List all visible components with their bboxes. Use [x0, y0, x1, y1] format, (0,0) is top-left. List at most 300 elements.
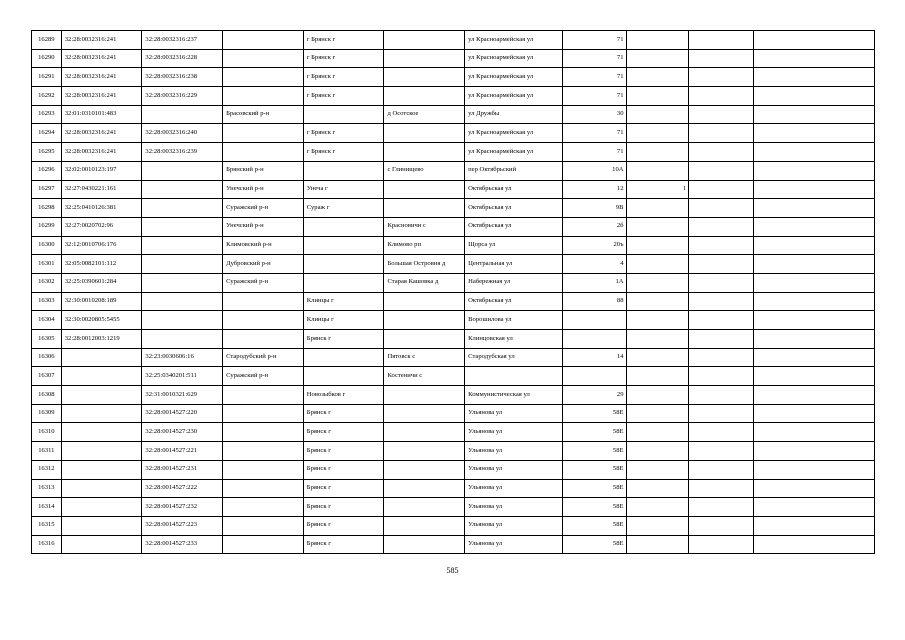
cell-settlement: Красновичи с	[384, 217, 465, 236]
cell-record-number: 16314	[32, 498, 62, 517]
cell-cadastral-number-2	[142, 255, 223, 274]
cell-extra-2	[753, 460, 874, 479]
cell-street: ул Дружбы	[465, 105, 563, 124]
cell-extra-1	[689, 68, 754, 87]
cell-cadastral-number	[61, 516, 142, 535]
cell-city	[303, 236, 384, 255]
table-row	[32, 479, 875, 498]
cell-city: г Брянск г	[303, 68, 384, 87]
cell-street: Октябрьская ул	[465, 180, 563, 199]
cell-record-number: 16291	[32, 68, 62, 87]
cell-building-number	[626, 87, 689, 106]
cell-extra-2	[753, 199, 874, 218]
table-row	[32, 236, 875, 255]
cell-settlement	[384, 442, 465, 461]
registry-table	[31, 30, 875, 554]
cell-cadastral-number-2: 32:28:0014527:220	[142, 404, 223, 423]
cell-district: Стародубский р-н	[223, 348, 304, 367]
cell-cadastral-number: 32:28:0032316:241	[61, 68, 142, 87]
cell-house-number: 58Е	[562, 442, 626, 461]
cell-extra-2	[753, 535, 874, 554]
table-row	[32, 180, 875, 199]
cell-extra-1	[689, 217, 754, 236]
cell-extra-1	[689, 273, 754, 292]
cell-cadastral-number-2	[142, 105, 223, 124]
cell-city: Брянск г	[303, 535, 384, 554]
cell-cadastral-number-2	[142, 161, 223, 180]
cell-record-number: 16308	[32, 386, 62, 405]
cell-city: Брянск г	[303, 423, 384, 442]
cell-cadastral-number-2	[142, 236, 223, 255]
cell-house-number: 2б	[562, 217, 626, 236]
cell-building-number	[626, 348, 689, 367]
cell-settlement	[384, 68, 465, 87]
cell-settlement	[384, 330, 465, 349]
cell-city: г Брянск г	[303, 49, 384, 68]
cell-extra-2	[753, 143, 874, 162]
cell-street: ул Красноармейская ул	[465, 49, 563, 68]
cell-building-number	[626, 217, 689, 236]
cell-cadastral-number-2	[142, 273, 223, 292]
cell-city: Брянск г	[303, 442, 384, 461]
cell-record-number: 16315	[32, 516, 62, 535]
cell-extra-2	[753, 217, 874, 236]
cell-house-number: 58Е	[562, 516, 626, 535]
cell-house-number: 12	[562, 180, 626, 199]
cell-extra-1	[689, 404, 754, 423]
cell-cadastral-number	[61, 404, 142, 423]
cell-record-number: 16292	[32, 87, 62, 106]
cell-cadastral-number	[61, 535, 142, 554]
table-row	[32, 217, 875, 236]
cell-district	[223, 516, 304, 535]
cell-street: пер Октябрьский	[465, 161, 563, 180]
cell-building-number	[626, 124, 689, 143]
cell-house-number: 58Е	[562, 479, 626, 498]
cell-house-number: 14	[562, 348, 626, 367]
cell-extra-1	[689, 442, 754, 461]
cell-building-number	[626, 105, 689, 124]
table-row	[32, 330, 875, 349]
cell-street: Ульянова ул	[465, 404, 563, 423]
cell-cadastral-number: 32:28:0032316:241	[61, 124, 142, 143]
cell-settlement: Пятовск с	[384, 348, 465, 367]
cell-house-number: 71	[562, 124, 626, 143]
cell-extra-2	[753, 87, 874, 106]
cell-district: Дубровский р-н	[223, 255, 304, 274]
cell-extra-2	[753, 386, 874, 405]
cell-building-number	[626, 199, 689, 218]
cell-extra-1	[689, 255, 754, 274]
cell-extra-2	[753, 68, 874, 87]
cell-building-number	[626, 479, 689, 498]
cell-settlement	[384, 124, 465, 143]
cell-building-number	[626, 49, 689, 68]
cell-cadastral-number-2: 32:28:0014527:230	[142, 423, 223, 442]
cell-house-number: 30	[562, 105, 626, 124]
cell-house-number: 10А	[562, 161, 626, 180]
cell-street: Октябрьская ул	[465, 292, 563, 311]
cell-cadastral-number-2	[142, 311, 223, 330]
cell-street: ул Красноармейская ул	[465, 68, 563, 87]
cell-city: г Брянск г	[303, 31, 384, 50]
cell-extra-2	[753, 255, 874, 274]
cell-building-number	[626, 460, 689, 479]
cell-district	[223, 404, 304, 423]
cell-street: Ульянова ул	[465, 442, 563, 461]
cell-extra-1	[689, 348, 754, 367]
cell-settlement: Климово рп	[384, 236, 465, 255]
cell-cadastral-number: 32:28:0032316:241	[61, 143, 142, 162]
cell-settlement	[384, 404, 465, 423]
cell-extra-1	[689, 460, 754, 479]
cell-cadastral-number	[61, 423, 142, 442]
cell-city: Брянск г	[303, 479, 384, 498]
cell-cadastral-number-2: 32:28:0032316:237	[142, 31, 223, 50]
cell-city	[303, 348, 384, 367]
cell-extra-1	[689, 105, 754, 124]
cell-extra-1	[689, 498, 754, 517]
cell-record-number: 16289	[32, 31, 62, 50]
cell-city: Новозыбков г	[303, 386, 384, 405]
cell-district	[223, 311, 304, 330]
cell-city: г Брянск г	[303, 143, 384, 162]
cell-city: Клинцы г	[303, 311, 384, 330]
cell-building-number	[626, 236, 689, 255]
cell-city: Брянск г	[303, 330, 384, 349]
cell-record-number: 16294	[32, 124, 62, 143]
cell-record-number: 16313	[32, 479, 62, 498]
cell-cadastral-number	[61, 479, 142, 498]
cell-record-number: 16303	[32, 292, 62, 311]
cell-extra-2	[753, 124, 874, 143]
cell-cadastral-number: 32:28:0032316:241	[61, 31, 142, 50]
cell-house-number: 58Е	[562, 423, 626, 442]
cell-city	[303, 367, 384, 386]
cell-district: Унечский р-н	[223, 180, 304, 199]
cell-record-number: 16304	[32, 311, 62, 330]
cell-settlement	[384, 31, 465, 50]
cell-extra-1	[689, 292, 754, 311]
cell-house-number: 58Е	[562, 535, 626, 554]
cell-settlement	[384, 479, 465, 498]
cell-house-number	[562, 330, 626, 349]
cell-cadastral-number: 32:28:0032316:241	[61, 49, 142, 68]
cell-record-number: 16301	[32, 255, 62, 274]
cell-house-number: 20ъ	[562, 236, 626, 255]
cell-district: Брянский р-н	[223, 161, 304, 180]
cell-record-number: 16295	[32, 143, 62, 162]
cell-street: ул Красноармейская ул	[465, 87, 563, 106]
cell-extra-2	[753, 442, 874, 461]
cell-city: Клинцы г	[303, 292, 384, 311]
cell-extra-1	[689, 161, 754, 180]
cell-record-number: 16302	[32, 273, 62, 292]
cell-city: г Брянск г	[303, 124, 384, 143]
cell-city: г Брянск г	[303, 87, 384, 106]
cell-extra-2	[753, 330, 874, 349]
table-row	[32, 442, 875, 461]
cell-street: Центральная ул	[465, 255, 563, 274]
cell-cadastral-number: 32:25:0410126:381	[61, 199, 142, 218]
cell-cadastral-number-2: 32:28:0014527:222	[142, 479, 223, 498]
cell-district: Брасовский р-н	[223, 105, 304, 124]
cell-house-number: 71	[562, 68, 626, 87]
cell-building-number	[626, 535, 689, 554]
cell-building-number	[626, 367, 689, 386]
cell-building-number: 1	[626, 180, 689, 199]
cell-settlement	[384, 311, 465, 330]
table-row	[32, 348, 875, 367]
cell-extra-1	[689, 479, 754, 498]
table-row	[32, 87, 875, 106]
cell-extra-2	[753, 161, 874, 180]
cell-extra-2	[753, 105, 874, 124]
cell-district: Суражский р-н	[223, 367, 304, 386]
cell-record-number: 16311	[32, 442, 62, 461]
cell-extra-1	[689, 124, 754, 143]
cell-cadastral-number-2	[142, 199, 223, 218]
cell-settlement: Костеничи с	[384, 367, 465, 386]
cell-record-number: 16309	[32, 404, 62, 423]
cell-street: Ворошилова ул	[465, 311, 563, 330]
cell-cadastral-number-2	[142, 330, 223, 349]
cell-street: Щорса ул	[465, 236, 563, 255]
table-row	[32, 292, 875, 311]
cell-record-number: 16290	[32, 49, 62, 68]
cell-extra-2	[753, 49, 874, 68]
cell-extra-1	[689, 236, 754, 255]
cell-city: Унеча г	[303, 180, 384, 199]
cell-extra-2	[753, 498, 874, 517]
cell-street: Набережная ул	[465, 273, 563, 292]
table-row	[32, 49, 875, 68]
cell-cadastral-number-2	[142, 180, 223, 199]
cell-street: Октябрьская ул	[465, 199, 563, 218]
cell-cadastral-number-2: 32:28:0032316:229	[142, 87, 223, 106]
cell-cadastral-number-2: 32:25:0340201:511	[142, 367, 223, 386]
cell-cadastral-number-2: 32:28:0032316:239	[142, 143, 223, 162]
cell-city: Брянск г	[303, 404, 384, 423]
registry-table-body	[32, 31, 875, 554]
cell-building-number	[626, 330, 689, 349]
cell-cadastral-number-2: 32:23:0030606:16	[142, 348, 223, 367]
cell-building-number	[626, 311, 689, 330]
cell-district	[223, 292, 304, 311]
cell-extra-1	[689, 311, 754, 330]
cell-record-number: 16316	[32, 535, 62, 554]
cell-cadastral-number-2: 32:28:0014527:221	[142, 442, 223, 461]
cell-cadastral-number: 32:30:0020805:5455	[61, 311, 142, 330]
table-row	[32, 404, 875, 423]
cell-record-number: 16312	[32, 460, 62, 479]
cell-house-number: 88	[562, 292, 626, 311]
cell-settlement	[384, 87, 465, 106]
cell-cadastral-number	[61, 348, 142, 367]
cell-district	[223, 386, 304, 405]
cell-cadastral-number-2: 32:31:0010321:629	[142, 386, 223, 405]
cell-building-number	[626, 255, 689, 274]
cell-city: Брянск г	[303, 498, 384, 517]
cell-cadastral-number-2: 32:28:0032316:238	[142, 68, 223, 87]
cell-settlement	[384, 535, 465, 554]
cell-house-number: 58Е	[562, 498, 626, 517]
cell-street: Ульянова ул	[465, 460, 563, 479]
cell-settlement	[384, 49, 465, 68]
cell-record-number: 16310	[32, 423, 62, 442]
table-row	[32, 386, 875, 405]
cell-district	[223, 31, 304, 50]
cell-district	[223, 442, 304, 461]
cell-house-number: 71	[562, 143, 626, 162]
cell-district: Унечский р-н	[223, 217, 304, 236]
table-row	[32, 143, 875, 162]
cell-district	[223, 143, 304, 162]
cell-extra-1	[689, 87, 754, 106]
table-row	[32, 105, 875, 124]
cell-extra-1	[689, 516, 754, 535]
cell-house-number: 71	[562, 31, 626, 50]
cell-street: Ульянова ул	[465, 535, 563, 554]
cell-cadastral-number-2: 32:28:0014527:232	[142, 498, 223, 517]
cell-district: Суражский р-н	[223, 199, 304, 218]
table-row	[32, 460, 875, 479]
cell-extra-1	[689, 49, 754, 68]
cell-extra-1	[689, 367, 754, 386]
cell-building-number	[626, 292, 689, 311]
cell-cadastral-number	[61, 498, 142, 517]
cell-settlement	[384, 292, 465, 311]
cell-cadastral-number-2: 32:28:0032316:228	[142, 49, 223, 68]
cell-building-number	[626, 498, 689, 517]
cell-street: Октябрьская ул	[465, 217, 563, 236]
cell-cadastral-number: 32:01:0310101:483	[61, 105, 142, 124]
cell-extra-2	[753, 423, 874, 442]
cell-extra-1	[689, 143, 754, 162]
cell-house-number: 4	[562, 255, 626, 274]
table-row	[32, 367, 875, 386]
cell-district	[223, 87, 304, 106]
cell-city	[303, 273, 384, 292]
cell-building-number	[626, 386, 689, 405]
cell-street: Стародубская ул	[465, 348, 563, 367]
cell-extra-2	[753, 348, 874, 367]
cell-cadastral-number: 32:28:0012003:1219	[61, 330, 142, 349]
cell-settlement: с Глинищево	[384, 161, 465, 180]
cell-record-number: 16300	[32, 236, 62, 255]
cell-district	[223, 68, 304, 87]
cell-settlement	[384, 386, 465, 405]
cell-record-number: 16299	[32, 217, 62, 236]
cell-extra-2	[753, 311, 874, 330]
cell-settlement	[384, 516, 465, 535]
cell-settlement	[384, 180, 465, 199]
table-row	[32, 423, 875, 442]
cell-house-number	[562, 311, 626, 330]
cell-street: Коммунистическая ул	[465, 386, 563, 405]
cell-city	[303, 255, 384, 274]
cell-record-number: 16307	[32, 367, 62, 386]
cell-extra-1	[689, 386, 754, 405]
cell-city: Сураж г	[303, 199, 384, 218]
table-row	[32, 31, 875, 50]
cell-city	[303, 217, 384, 236]
cell-house-number: 29	[562, 386, 626, 405]
cell-street: ул Красноармейская ул	[465, 124, 563, 143]
cell-district: Климовский р-н	[223, 236, 304, 255]
table-row	[32, 311, 875, 330]
table-row	[32, 68, 875, 87]
cell-house-number: 71	[562, 49, 626, 68]
cell-district	[223, 124, 304, 143]
cell-record-number: 16305	[32, 330, 62, 349]
cell-cadastral-number: 32:27:0430221:161	[61, 180, 142, 199]
cell-street: ул Красноармейская ул	[465, 143, 563, 162]
cell-building-number	[626, 161, 689, 180]
cell-house-number: 1А	[562, 273, 626, 292]
cell-cadastral-number	[61, 386, 142, 405]
cell-house-number: 9В	[562, 199, 626, 218]
cell-extra-1	[689, 535, 754, 554]
cell-cadastral-number: 32:28:0032316:241	[61, 87, 142, 106]
cell-city	[303, 161, 384, 180]
table-row	[32, 124, 875, 143]
cell-record-number: 16297	[32, 180, 62, 199]
cell-cadastral-number: 32:30:0010208:189	[61, 292, 142, 311]
table-row	[32, 199, 875, 218]
cell-building-number	[626, 404, 689, 423]
cell-extra-1	[689, 423, 754, 442]
cell-settlement	[384, 143, 465, 162]
cell-district	[223, 479, 304, 498]
cell-settlement: д Осотское	[384, 105, 465, 124]
cell-settlement	[384, 460, 465, 479]
cell-extra-2	[753, 367, 874, 386]
cell-building-number	[626, 68, 689, 87]
cell-cadastral-number-2	[142, 217, 223, 236]
cell-extra-2	[753, 479, 874, 498]
cell-extra-2	[753, 404, 874, 423]
cell-house-number: 71	[562, 87, 626, 106]
table-row	[32, 535, 875, 554]
cell-district	[223, 460, 304, 479]
cell-cadastral-number: 32:25:0390601:284	[61, 273, 142, 292]
cell-settlement	[384, 498, 465, 517]
cell-record-number: 16298	[32, 199, 62, 218]
table-row	[32, 516, 875, 535]
cell-extra-2	[753, 236, 874, 255]
cell-building-number	[626, 143, 689, 162]
cell-building-number	[626, 442, 689, 461]
cell-cadastral-number	[61, 367, 142, 386]
cell-district	[223, 498, 304, 517]
cell-extra-2	[753, 31, 874, 50]
table-row	[32, 498, 875, 517]
cell-district	[223, 535, 304, 554]
cell-extra-1	[689, 330, 754, 349]
cell-settlement	[384, 423, 465, 442]
cell-district	[223, 330, 304, 349]
cell-street: Клинцовская ул	[465, 330, 563, 349]
cell-street: Ульянова ул	[465, 479, 563, 498]
cell-street: ул Красноармейская ул	[465, 31, 563, 50]
cell-building-number	[626, 423, 689, 442]
cell-settlement	[384, 199, 465, 218]
cell-street: Ульянова ул	[465, 423, 563, 442]
cell-settlement: Большая Островня д	[384, 255, 465, 274]
cell-district	[223, 49, 304, 68]
table-row	[32, 161, 875, 180]
